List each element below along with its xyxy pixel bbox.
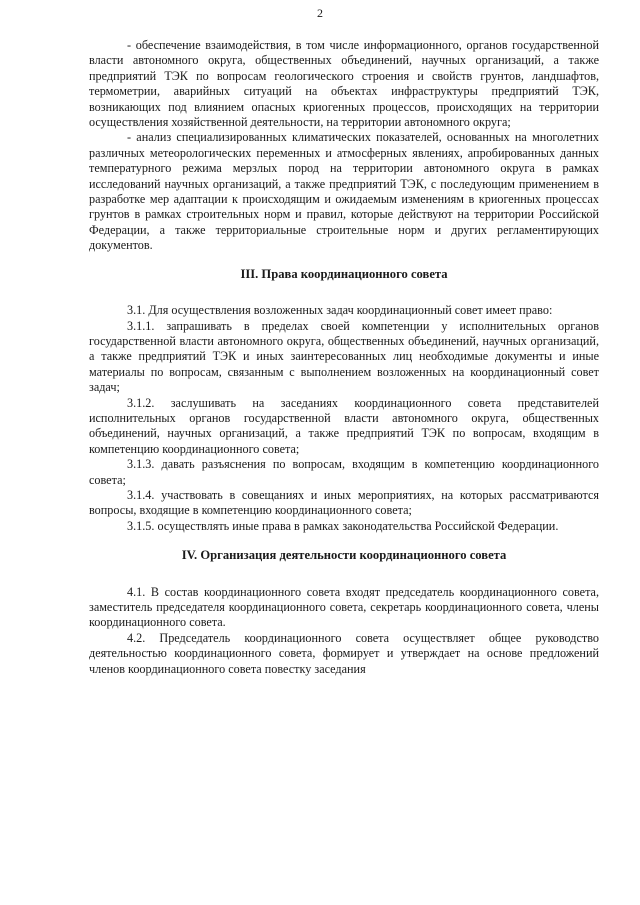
paragraph-4-2: 4.2. Председатель координационного совета осуществляет общее руководство деятельностью координационного совета, формирует и утверждает на основе предложений членов координационного совета повестку заседания	[89, 630, 599, 676]
paragraph-3-1: 3.1. Для осуществления возложенных задач координационный совет имеет право:	[127, 303, 553, 318]
paragraph-3-1-5: 3.1.5. осуществлять иные права в рамках законодательства Российской Федерации.	[127, 518, 559, 533]
page-number: 2	[317, 6, 323, 20]
document-body	[89, 38, 599, 677]
section-4-heading: IV. Организация деятельности координационного совета	[181, 548, 507, 563]
paragraph-4-1: 4.1. В состав координационного совета входят председатель координационного совета, заместитель председателя координационного совета, секретарь координационного совета, члены координационного совета.	[89, 584, 599, 630]
paragraph-3-1-4: 3.1.4. участвовать в совещаниях и иных мероприятиях, на которых рассматриваются вопросы, входящие в компетенцию координационного совета;	[89, 487, 599, 518]
paragraph-3-1-1: 3.1.1. запрашивать в пределах своей компетенции у исполнительных органов государственной власти автономного округа, общественных объединений, научных организаций, а также предприятий ТЭК и иных заинтересованных лиц необходимые документы и иные материалы по вопросам, связанным с выполнением возложенных на координационный совет задач;	[89, 318, 599, 395]
paragraph-interaction: - обеспечение взаимодействия, в том числе информационного, органов государственной власти автономного округа, общественных объединений, научных организаций, а также предприятий ТЭК по вопросам геологического строения и свойств грунтов, ландшафтов, термометрии, аварийных ситуаций на объектах инфраструктуры предприятий ТЭК, возникающих под влиянием опасных криогенных процессов, происходящих на территории осуществления хозяйственной деятельности, на территории автономного округа;	[89, 38, 599, 130]
paragraph-climate-analysis: - анализ специализированных климатических показателей, основанных на многолетних различных метеорологических переменных и атмосферных явлениях, апробированных данных температурного режима мерзлых пород на территории автономного округа в рамках исследований научных организаций, а также предприятий ТЭК, с последующим применением в разработке мер адаптации к происходящим и ожидаемым изменениям в криогенных процессах грунтов в рамках строительных норм и правил, которые действуют на территории Российской Федерации, а также территориальные строительные норм и других регламентирующих документов.	[89, 130, 599, 253]
paragraph-3-1-2: 3.1.2. заслушивать на заседаниях координационного совета представителей исполнительных органов государственной власти автономного округа, общественных объединений, научных организаций, а также предприятий ТЭК по вопросам, входящим в компетенцию координационного совета;	[89, 395, 599, 456]
section-3-heading: III. Права координационного совета	[240, 266, 448, 281]
paragraph-3-1-3: 3.1.3. давать разъяснения по вопросам, входящим в компетенцию координационного совета;	[89, 457, 599, 487]
